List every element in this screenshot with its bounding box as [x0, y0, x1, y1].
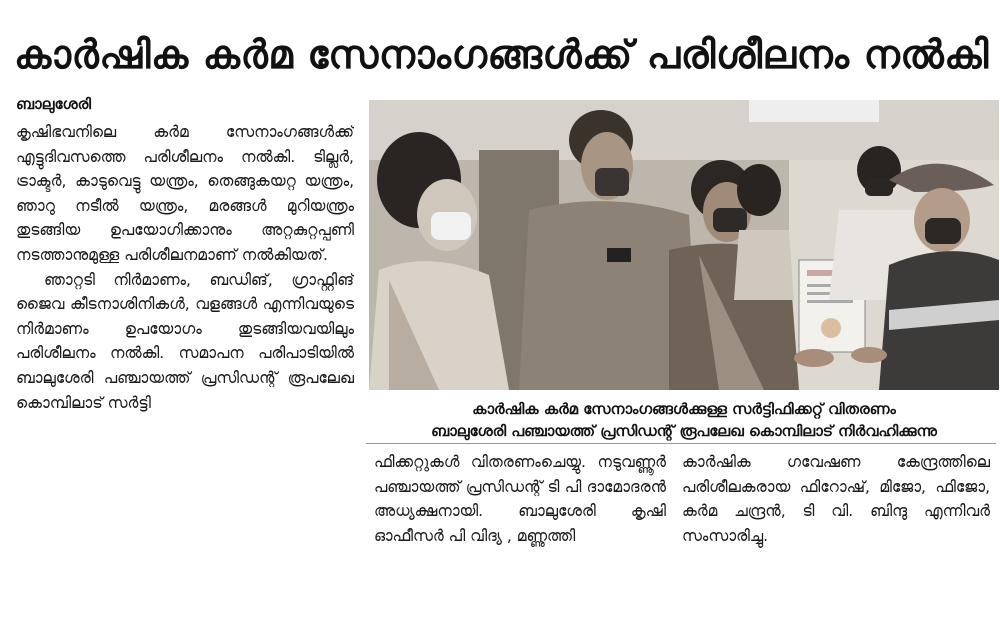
article-column-3	[682, 450, 990, 590]
photo-caption	[369, 398, 999, 442]
news-photo	[369, 100, 999, 390]
article-paragraph-3: ഫിക്കറ്റുകൾ വിതരണംചെയ്യു. നടുവണ്ണൂർ പഞ്ചായത്ത് പ്രസിഡന്റ് ടി പി ദാമോദരൻ അധ്യക്ഷനായി. ബാലുശേരി കൃഷി ഓഫീസർ പി വിദ്യ , മണ്ണുത്തി	[374, 453, 666, 545]
photo-caption-line-2: ബാലുശേരി പഞ്ചായത്ത് പ്രസിഡന്റ് രൂപലേഖ കൊമ്പിലാട് നിർവഹിക്കുന്നു	[431, 422, 937, 440]
article-paragraph-2: ഞാറ്റടി നിർമാണം, ബഡിങ്, ഗ്രാഫ്റ്റിങ് ജൈവ കീടനാശിനികൾ, വളങ്ങൾ എന്നിവയുടെ നിർമാണം ഉപയോഗം തുടങ്ങിയവയിലും പരിശീലനം നൽകി. സമാപന പരിപാടിയിൽ ബാലുശേരി പഞ്ചായത്ത് പ്രസിഡന്റ് രൂപലേഖ കൊമ്പിലാട് സർട്ടി	[16, 270, 354, 412]
article-paragraph-1: കൃഷിഭവനിലെ കർമ സേനാംഗങ്ങൾക്ക് എട്ടുദിവസത്തെ പരിശീലനം നൽകി. ടില്ലർ, ട്രാക്ടർ, കാടുവെട്ടു യന്ത്രം, തെങ്ങുകയറ്റ യന്ത്രം, ഞാറു നടീൽ യന്ത്രം, മരങ്ങൾ മുറിയന്ത്രം തുടങ്ങിയ ഉപയോഗിക്കാനും അറ്റകുറ്റപ്പണി നടത്താനുമുള്ള പരിശീലനമാണ് നൽകിയത്.	[16, 123, 354, 264]
photo-illustration	[369, 100, 999, 390]
article-column-1	[16, 120, 354, 600]
dateline: ബാലുശേരി	[16, 95, 92, 113]
headline: കാർഷിക കർമ സേനാംഗങ്ങൾക്ക് പരിശീലനം നൽകി	[14, 33, 989, 78]
caption-divider	[366, 443, 996, 444]
article-column-2	[374, 450, 666, 590]
article-paragraph-4: കാർഷിക ഗവേഷണ കേന്ദ്രത്തിലെ പരിശീലകരായ ഫിറോഷ്, മിജോ, ഫിജോ, കർമ ചന്ദ്രൻ, ടി വി. ബിന്ദു എന്നിവർ സംസാരിച്ചു.	[682, 453, 990, 545]
photo-caption-line-1: കാർഷിക കർമ സേനാംഗങ്ങൾക്കുള്ള സർട്ടിഫിക്കറ്റ് വിതരണം	[472, 400, 896, 418]
